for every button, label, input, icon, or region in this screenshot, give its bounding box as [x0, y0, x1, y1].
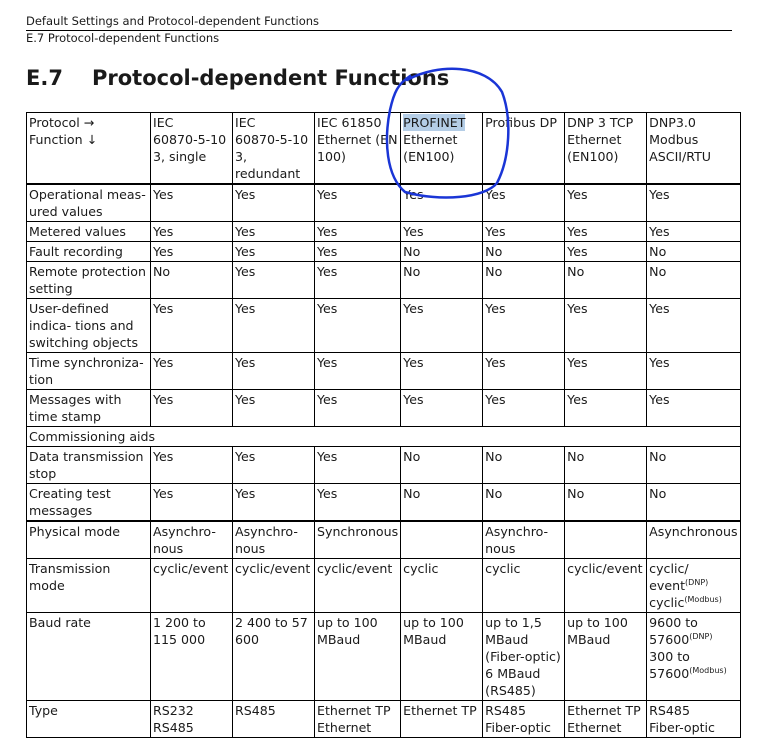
protocol-header-line: IEC 61850 [317, 115, 382, 130]
value-cell: up to 100 MBaud [401, 613, 483, 701]
value-cell: No [565, 262, 647, 299]
value-superscript: (Modbus) [689, 665, 727, 675]
value-cell: Yes [151, 353, 233, 390]
value-cell: Yes [151, 242, 233, 262]
value-cell [401, 521, 483, 559]
table-row [27, 184, 741, 222]
value-cell: Yes [233, 299, 315, 353]
value-cell: Yes [233, 184, 315, 222]
value-cell [315, 701, 401, 738]
value-cell: Yes [483, 184, 565, 222]
value-line [567, 702, 644, 719]
value-cell: Yes [233, 242, 315, 262]
value-cell: Yes [315, 353, 401, 390]
value-cell [647, 613, 740, 701]
value-text: 6 MBaud [485, 666, 541, 681]
value-cell: cyclic/event [565, 559, 647, 613]
value-text: RS485 [485, 703, 526, 718]
value-cell: Yes [151, 299, 233, 353]
value-cell: Yes [233, 484, 315, 522]
protocol-header-line: Ethernet [403, 132, 458, 147]
value-cell: No [565, 447, 647, 484]
value-text: up to 1,5 [485, 615, 542, 630]
protocol-header-cell [151, 113, 233, 185]
value-cell: Asynchro- nous [151, 521, 233, 559]
value-text: RS485 [649, 703, 690, 718]
value-text: Fiber-optic [485, 720, 551, 735]
value-cell: Yes [401, 184, 483, 222]
protocol-header-cell [565, 113, 647, 185]
value-line [485, 719, 562, 736]
function-label-cell: Fault recording [27, 242, 151, 262]
function-label-cell: Data transmission stop [27, 447, 151, 484]
value-cell: Yes [647, 299, 740, 353]
value-line [649, 665, 737, 682]
value-cell: Yes [565, 299, 647, 353]
value-cell: No [483, 262, 565, 299]
value-cell: No [483, 484, 565, 522]
section-title-text: Protocol-dependent Functions [92, 66, 450, 90]
protocol-header-line: 60870-5-10 [235, 132, 309, 147]
value-cell: Yes [483, 222, 565, 242]
value-text: Ethernet [317, 720, 372, 735]
value-text: cyclic/ [649, 561, 689, 576]
table-row [27, 559, 741, 613]
value-cell: No [647, 262, 740, 299]
value-text: (Fiber-optic) [485, 649, 561, 664]
function-label-cell: User-defined indica- tions and switching objects [27, 299, 151, 353]
value-cell: Yes [151, 447, 233, 484]
value-cell: Yes [483, 353, 565, 390]
section-heading [26, 66, 449, 90]
protocol-header-line: IEC [235, 115, 256, 130]
table-row [27, 242, 741, 262]
value-text: MBaud [485, 632, 529, 647]
protocol-header-line: ASCII/RTU [649, 149, 711, 164]
table-row [27, 447, 741, 484]
table-row [27, 701, 741, 738]
value-cell: Synchronous [315, 521, 401, 559]
protocol-header-line: DNP3.0 [649, 115, 696, 130]
value-cell: Yes [565, 242, 647, 262]
value-cell: Yes [401, 222, 483, 242]
value-line [649, 631, 737, 648]
table-row [27, 521, 741, 559]
value-cell: Yes [483, 299, 565, 353]
protocol-header-line: (EN100) [567, 149, 619, 164]
value-cell: Yes [151, 184, 233, 222]
function-label-cell: Operational meas- ured values [27, 184, 151, 222]
value-cell: Yes [315, 184, 401, 222]
value-cell: Yes [233, 390, 315, 427]
value-line [317, 719, 398, 736]
value-line [485, 631, 562, 648]
value-text: 300 to [649, 649, 690, 664]
table-row [27, 613, 741, 701]
value-cell: Yes [401, 390, 483, 427]
value-cell: Yes [315, 242, 401, 262]
value-cell [647, 701, 740, 738]
value-cell: No [565, 484, 647, 522]
value-text: Ethernet TP [317, 703, 391, 718]
protocol-header-line: (EN100) [403, 149, 455, 164]
value-line [153, 702, 230, 719]
protocol-header-line: 3, single [153, 149, 207, 164]
function-label-cell: Metered values [27, 222, 151, 242]
protocol-axis-label: Protocol → [29, 115, 95, 130]
value-text: cyclic [649, 595, 685, 610]
value-cell: up to 100 MBaud [565, 613, 647, 701]
value-cell: Yes [315, 447, 401, 484]
value-cell: Yes [565, 390, 647, 427]
function-label-cell: Remote protection setting [27, 262, 151, 299]
function-label-cell: Commissioning aids [27, 427, 741, 447]
table-row [27, 262, 741, 299]
value-cell: 1 200 to 115 000 [151, 613, 233, 701]
value-superscript: (Modbus) [684, 594, 722, 604]
protocol-header-line: 3, redundant [235, 149, 301, 181]
protocol-header-line: Modbus [649, 132, 699, 147]
value-line [485, 648, 562, 665]
value-line [485, 682, 562, 699]
value-line [649, 560, 737, 577]
value-cell: Yes [315, 390, 401, 427]
value-cell: Yes [151, 390, 233, 427]
value-text: 57600 [649, 632, 690, 647]
value-cell: No [151, 262, 233, 299]
value-cell [565, 701, 647, 738]
value-cell: No [483, 242, 565, 262]
protocol-header-cell [483, 113, 565, 185]
value-cell: No [401, 262, 483, 299]
protocol-header-cell [401, 113, 483, 185]
value-cell: No [401, 484, 483, 522]
value-cell [483, 701, 565, 738]
value-cell: Yes [315, 484, 401, 522]
value-text: Ethernet [567, 720, 622, 735]
table-header-row [27, 113, 741, 185]
protocol-header-cell [315, 113, 401, 185]
function-label-cell: Baud rate [27, 613, 151, 701]
value-cell [647, 559, 740, 613]
value-cell: Yes [647, 184, 740, 222]
protocol-header-line: IEC [153, 115, 174, 130]
protocol-header-line: Profibus DP [485, 115, 557, 130]
value-cell: cyclic/event [315, 559, 401, 613]
value-cell: Yes [647, 222, 740, 242]
protocol-header-line: Ethernet (EN [317, 132, 398, 147]
value-text: 9600 to [649, 615, 698, 630]
corner-cell [27, 113, 151, 185]
value-cell: Yes [565, 353, 647, 390]
value-cell: Yes [401, 353, 483, 390]
value-cell [151, 701, 233, 738]
value-cell: cyclic [401, 559, 483, 613]
value-cell: Yes [401, 299, 483, 353]
protocol-header-line: PROFINET [403, 115, 466, 130]
value-cell: Asynchro- nous [233, 521, 315, 559]
value-text: event [649, 578, 686, 593]
value-cell: Yes [565, 184, 647, 222]
value-text: RS232 [153, 703, 194, 718]
protocol-header-line: 60870-5-10 [153, 132, 227, 147]
value-text: Fiber-optic [649, 720, 715, 735]
value-cell: Yes [233, 262, 315, 299]
value-cell: No [483, 447, 565, 484]
value-cell: Yes [151, 222, 233, 242]
value-cell: cyclic [483, 559, 565, 613]
value-cell: Ethernet TP [401, 701, 483, 738]
protocol-functions-table [26, 112, 741, 738]
value-cell: up to 100 MBaud [315, 613, 401, 701]
value-line [153, 719, 230, 736]
running-header [26, 14, 732, 46]
value-cell: Yes [233, 222, 315, 242]
value-cell: No [647, 447, 740, 484]
value-cell: Yes [233, 447, 315, 484]
value-text: (RS485) [485, 683, 536, 698]
value-line [485, 614, 562, 631]
protocol-header-cell [647, 113, 740, 185]
value-line [485, 665, 562, 682]
protocol-header-cell [233, 113, 315, 185]
value-cell: Yes [483, 390, 565, 427]
protocol-header-line: 100) [317, 149, 346, 164]
value-cell: cyclic/event [233, 559, 315, 613]
value-cell: No [401, 447, 483, 484]
value-cell: No [401, 242, 483, 262]
value-cell: No [647, 484, 740, 522]
value-cell: 2 400 to 57 600 [233, 613, 315, 701]
value-cell [565, 521, 647, 559]
table-row [27, 353, 741, 390]
function-label-cell: Type [27, 701, 151, 738]
value-line [649, 614, 737, 631]
function-label-cell: Messages with time stamp [27, 390, 151, 427]
value-cell: Yes [315, 299, 401, 353]
value-line [567, 719, 644, 736]
table-row [27, 427, 741, 447]
value-cell: Yes [315, 222, 401, 242]
value-line [649, 577, 737, 594]
function-axis-label: Function ↓ [29, 132, 98, 147]
function-label-cell: Creating test messages [27, 484, 151, 522]
section-number: E.7 [26, 66, 63, 90]
value-cell: RS485 [233, 701, 315, 738]
value-line [649, 702, 737, 719]
protocol-header-line: Ethernet [567, 132, 622, 147]
value-cell: No [647, 242, 740, 262]
function-label-cell: Time synchroniza- tion [27, 353, 151, 390]
value-cell: Asynchronous [647, 521, 740, 559]
value-cell: Yes [565, 222, 647, 242]
value-cell [483, 613, 565, 701]
value-cell: Yes [233, 353, 315, 390]
table-row [27, 299, 741, 353]
protocol-header-line: DNP 3 TCP [567, 115, 634, 130]
value-cell: Yes [647, 390, 740, 427]
value-cell: cyclic/event [151, 559, 233, 613]
value-superscript: (DNP) [685, 577, 709, 587]
value-line [649, 648, 737, 665]
table-row [27, 390, 741, 427]
value-superscript: (DNP) [689, 631, 713, 641]
table-row [27, 222, 741, 242]
value-text: RS485 [153, 720, 194, 735]
section-reference: E.7 Protocol-dependent Functions [26, 31, 220, 45]
function-label-cell: Physical mode [27, 521, 151, 559]
value-text: Ethernet TP [567, 703, 641, 718]
value-cell: Yes [647, 353, 740, 390]
value-cell: Asynchro- nous [483, 521, 565, 559]
value-cell: Yes [315, 262, 401, 299]
value-line [649, 594, 737, 611]
chapter-title: Default Settings and Protocol-dependent Functions [26, 14, 320, 28]
table-row [27, 484, 741, 522]
value-line [649, 719, 737, 736]
value-line [317, 702, 398, 719]
value-cell: Yes [151, 484, 233, 522]
function-label-cell: Transmission mode [27, 559, 151, 613]
value-text: 57600 [649, 666, 690, 681]
value-line [485, 702, 562, 719]
